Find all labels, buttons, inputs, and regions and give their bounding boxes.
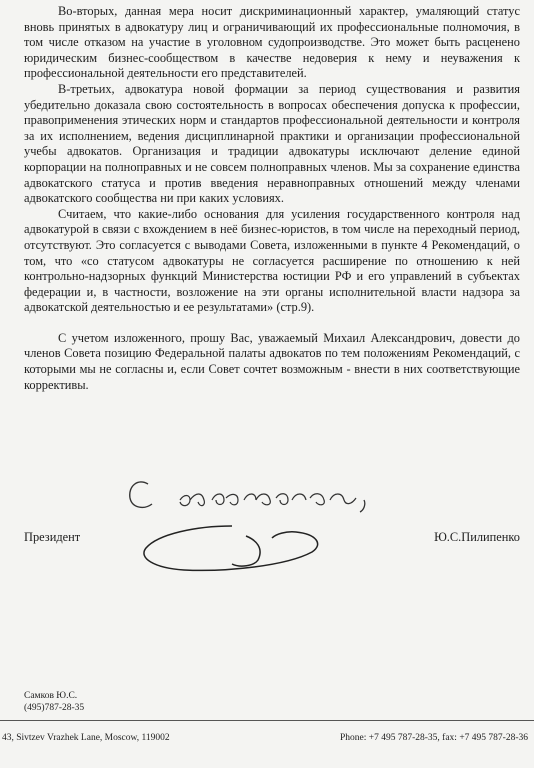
handwritten-signature bbox=[136, 520, 326, 580]
footer-contacts: Phone: +7 495 787-28-35, fax: +7 495 787-28-36 bbox=[339, 733, 528, 743]
paragraph-request: С учетом изложенного, прошу Вас, уважаемый Михаил Александрович, довести до членов Совета позицию Федеральной палаты адвокатов по тем положениям Рекомендаций, с которыми мы не согласны и, если Совет сочтет возможным - внести в них соответствующие коррективы. bbox=[24, 330, 520, 392]
executor-phone: (495)787-28-35 bbox=[24, 703, 85, 713]
signature-block bbox=[24, 520, 520, 580]
executor-info bbox=[24, 690, 84, 714]
paragraph-state-control: Считаем, что какие-либо основания для усиления государственного контроля над адвокатурой в связи с вхождением в неё бизнес-юристов, в том числе на переходный период, отсутствуют. Это согласуется с выводами Совета, изложенными в пункте 4 Рекомендаций, о том, что «со статусом адвокатуры не согласуется расширение по отношению к ней контрольно-надзорных функций Министерства юстиции РФ и его управлений в субъектах федерации и, в частности, возложение на эти органы исполнительной власти надзора за адвокатской деятельностью и ее результатами» (стр.9). bbox=[24, 206, 520, 315]
letter-body bbox=[24, 4, 520, 393]
footer-divider bbox=[0, 720, 534, 721]
paragraph-second-point: Во-вторых, данная мера носит дискриминационный характер, умаляющий статус вновь принятых в адвокатуру лиц и ограничивающий их профессиональные полномочия, в том числе отказом на участие в уголовном судопроизводстве. Это может быть расценено юридическим бизнес-сообществом в качестве недоверия к нему и неуважения к профессиональной деятельности его представителей. bbox=[24, 4, 520, 81]
signatory-name: Ю.С.Пилипенко bbox=[434, 530, 520, 544]
executor-name: Самков Ю.С. bbox=[24, 691, 78, 701]
handwritten-closing bbox=[120, 470, 420, 520]
paragraph-third-point: В-третьих, адвокатура новой формации за период существования и развития убедительно доказала свою состоятельность в вопросах обеспечения допуска к профессии, правоприменения этических норм и стандартов профессиональной деятельности и контроля за их исполнением, ведения дисциплинарной практики и организации профессиональной учебы адвокатов. Организация и традиции адвокатуры исключают деление единой корпорации на полноправных и не совсем полноправных членов. Мы за сохранение единства адвокатского статуса и против введения неравноправных отношений между членами адвокатского сообщества ни при каких условиях. bbox=[24, 81, 520, 206]
signatory-title: Президент bbox=[24, 530, 81, 544]
footer-address: 43, Sivtzev Vrazhek Lane, Moscow, 119002 bbox=[2, 733, 170, 743]
